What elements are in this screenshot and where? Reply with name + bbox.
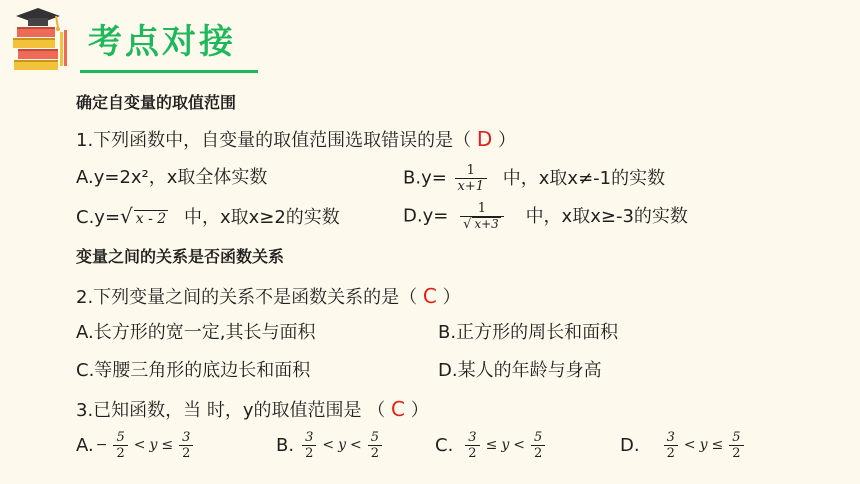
q1-option-c-suffix: 中，x取x≥2的实数 xyxy=(183,207,340,228)
q2-option-c: C.等腰三角形的底边长和面积 xyxy=(76,360,311,381)
fraction-denominator: 2 xyxy=(368,445,382,461)
q1-option-c xyxy=(76,201,340,231)
fraction xyxy=(729,430,743,461)
fraction-numerator: 3 xyxy=(468,429,477,445)
operator: < xyxy=(322,437,335,453)
q2-option-a: A.长方形的宽一定,其长与面积 xyxy=(76,322,316,343)
radical-sign-icon: √ xyxy=(120,204,133,228)
page-title: 考点对接 xyxy=(88,22,236,62)
question-2-stem xyxy=(76,281,461,311)
q3-option-b-inequality xyxy=(300,430,384,461)
question-3-answer: C xyxy=(391,397,405,421)
q2-option-d: D.某人的年龄与身高 xyxy=(438,360,602,381)
q1-option-b xyxy=(403,163,665,194)
operator: < xyxy=(350,437,362,453)
variable: y xyxy=(149,437,158,453)
q1-option-c-prefix: C.y= xyxy=(76,207,121,228)
q1-option-d-fraction xyxy=(460,201,504,232)
fraction-denominator: 2 xyxy=(729,445,743,461)
question-3-text: 3.已知函数，当 时，y的取值范围是 （ xyxy=(76,400,386,421)
fraction xyxy=(368,430,382,461)
radicand: x+3 xyxy=(474,217,499,231)
radicand: x - 2 xyxy=(135,211,167,227)
fraction-denominator: x+1 xyxy=(455,178,488,194)
fraction-numerator: 3 xyxy=(305,429,314,445)
fraction-numerator: 5 xyxy=(370,429,380,445)
q3-option-d-inequality xyxy=(662,430,746,461)
fraction-denominator: 2 xyxy=(664,445,678,461)
fraction xyxy=(465,430,479,461)
operator: ≤ xyxy=(711,437,724,453)
fraction-numerator: 5 xyxy=(116,429,125,445)
question-3-close: ） xyxy=(410,400,429,421)
q3-option-a xyxy=(76,420,195,470)
title-underline xyxy=(80,70,258,73)
q1-option-b-prefix: B.y= xyxy=(403,167,447,189)
operator: < xyxy=(683,437,696,453)
question-2-close: ） xyxy=(442,287,461,308)
q3-option-c xyxy=(435,420,547,470)
variable: y xyxy=(338,437,347,453)
question-1-stem xyxy=(76,124,516,154)
q1-option-b-suffix: 中，x取x≠-1的实数 xyxy=(502,167,666,189)
fraction-denominator: 2 xyxy=(465,445,479,461)
q3-option-a-label: A. xyxy=(76,434,94,456)
minus-sign: − xyxy=(95,437,108,453)
q2-option-b: B.正方形的周长和面积 xyxy=(438,322,619,343)
operator: < xyxy=(133,437,146,453)
fraction-denominator: 2 xyxy=(302,445,316,461)
operator: ≤ xyxy=(161,437,174,453)
section-heading-1: 确定自变量的取值范围 xyxy=(76,93,237,112)
fraction xyxy=(531,430,545,461)
operator: < xyxy=(513,437,525,453)
fraction-denominator xyxy=(460,216,504,232)
question-1-close: ） xyxy=(498,130,517,151)
fraction xyxy=(664,430,678,461)
question-2-answer: C xyxy=(422,284,437,308)
variable: y xyxy=(501,437,510,453)
q3-option-b-label: B. xyxy=(276,434,295,456)
fraction-numerator: 5 xyxy=(732,429,741,445)
q3-option-d-label: D. xyxy=(620,434,640,456)
q1-option-d-prefix: D.y= xyxy=(403,205,449,227)
q1-option-d xyxy=(403,201,688,232)
q1-option-a: A.y=2x²，x取全体实数 xyxy=(76,167,268,188)
q1-option-b-fraction xyxy=(455,163,488,194)
q3-option-d xyxy=(620,420,746,470)
fraction xyxy=(179,430,193,461)
fraction-numerator: 3 xyxy=(666,429,675,445)
fraction xyxy=(113,430,127,461)
question-1-answer: D xyxy=(476,127,493,151)
fraction-denominator: 2 xyxy=(113,445,127,461)
fraction xyxy=(302,430,316,461)
q3-option-b xyxy=(276,420,384,470)
fraction-denominator: 2 xyxy=(531,445,545,461)
q3-option-a-inequality xyxy=(94,430,196,461)
fraction-numerator: 1 xyxy=(477,201,487,216)
question-1-text: 1.下列函数中，自变量的取值范围选取错误的是（ xyxy=(76,130,472,151)
section-heading-2: 变量之间的关系是否函数关系 xyxy=(76,247,285,266)
operator: ≤ xyxy=(485,437,498,453)
books-with-graduation-cap-icon xyxy=(8,2,74,74)
q1-option-d-suffix: 中，x取x≥-3的实数 xyxy=(525,205,688,227)
fraction-numerator: 3 xyxy=(182,429,191,445)
fraction-numerator: 5 xyxy=(533,429,543,445)
q3-option-c-inequality xyxy=(463,430,547,461)
variable: y xyxy=(699,437,708,453)
fraction-numerator: 1 xyxy=(466,163,475,178)
fraction-denominator: 2 xyxy=(179,445,193,461)
question-2-text: 2.下列变量之间的关系不是函数关系的是（ xyxy=(76,287,418,308)
radical-sign-icon: √ xyxy=(463,217,472,232)
q3-option-c-label: C. xyxy=(435,434,454,456)
